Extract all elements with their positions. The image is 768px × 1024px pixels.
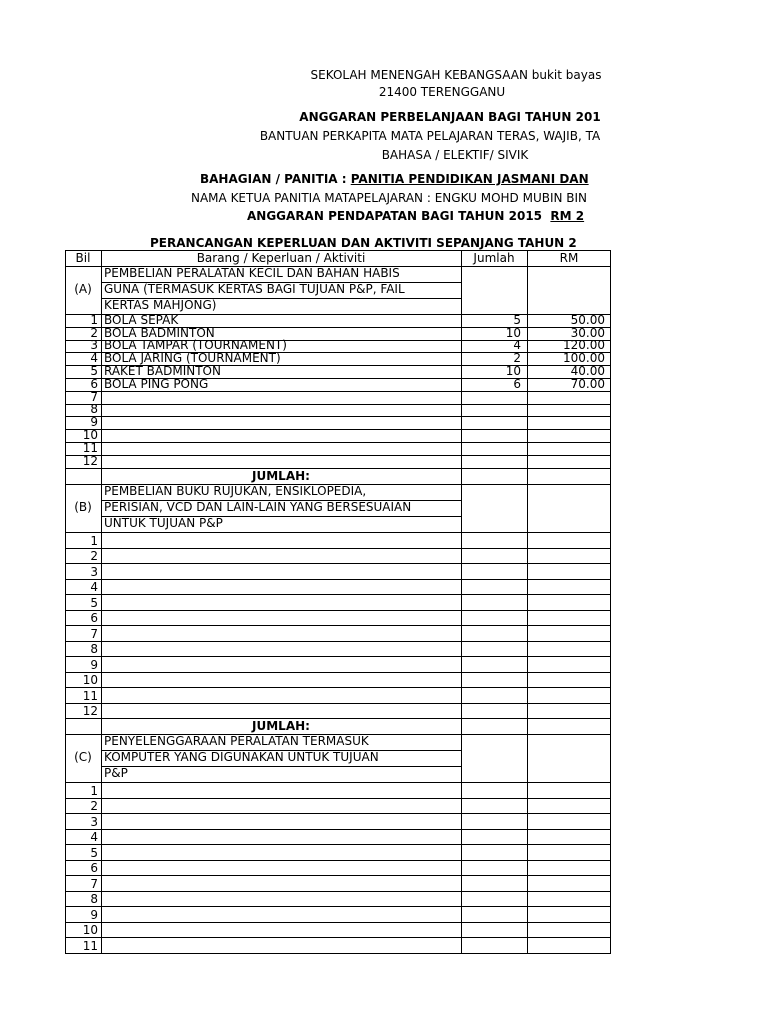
row-quantity: 2: [513, 351, 521, 366]
table-vline: [527, 250, 528, 953]
row-number: 5: [90, 364, 98, 378]
table-hline: [65, 548, 611, 549]
row-number: 4: [90, 830, 98, 844]
table-hline: [65, 829, 611, 830]
section-description-line: PENYELENGGARAAN PERALATAN TERMASUK: [104, 734, 369, 748]
budget-title: ANGGARAN PERBELANJAAN BAGI TAHUN 201: [299, 110, 601, 124]
row-item: BOLA PING PONG: [104, 376, 209, 391]
row-number: 8: [90, 402, 98, 417]
income-label: ANGGARAN PENDAPATAN BAGI TAHUN 2015: [247, 209, 543, 223]
table-hline: [65, 798, 611, 799]
table-hline: [65, 922, 611, 923]
section-label: (C): [74, 750, 92, 764]
income-line: [247, 209, 584, 223]
table-hline: [65, 416, 611, 417]
section-label: (B): [74, 500, 92, 514]
school-address: 21400 TERENGGANU: [378, 85, 506, 99]
row-number: 4: [90, 580, 98, 594]
table-hline: [65, 672, 611, 673]
row-amount: 120.00: [563, 338, 605, 353]
planning-title: PERANCANGAN KEPERLUAN DAN AKTIVITI SEPANJANG TAHUN 2: [150, 236, 577, 250]
section-description-line: KERTAS MAHJONG): [104, 298, 217, 312]
row-number: 3: [90, 814, 98, 829]
row-number: 12: [82, 704, 98, 718]
section-description-line: PERISIAN, VCD DAN LAIN-LAIN YANG BERSESUAIAN: [104, 500, 412, 514]
table-hline: [65, 906, 611, 907]
row-number: 12: [82, 453, 98, 468]
row-number: 10: [82, 428, 98, 442]
table-vline: [610, 250, 611, 953]
row-number: 10: [82, 673, 98, 687]
section-label: (A): [74, 282, 92, 296]
row-quantity: 4: [513, 338, 521, 353]
row-number: 3: [90, 338, 98, 353]
row-number: 2: [90, 799, 98, 813]
row-number: 9: [90, 907, 98, 922]
table-hline: [65, 656, 611, 657]
budget-table: [65, 250, 611, 955]
school-name: SEKOLAH MENENGAH KEBANGSAAN bukit bayas: [310, 68, 602, 82]
row-amount: 70.00: [570, 376, 605, 391]
row-number: 5: [90, 845, 98, 860]
section-description-line: GUNA (TERMASUK KERTAS BAGI TUJUAN P&P, FAIL: [104, 282, 405, 296]
row-amount: 50.00: [570, 312, 605, 327]
table-hline: [65, 687, 611, 688]
table-hline: [65, 844, 611, 845]
table-hline: [65, 641, 611, 642]
row-number: 8: [90, 642, 98, 656]
row-number: 6: [90, 611, 98, 625]
section-description-line: PEMBELIAN PERALATAN KECIL DAN BAHAN HABIS: [104, 266, 400, 280]
row-amount: 40.00: [570, 364, 605, 378]
section-description-line: PEMBELIAN BUKU RUJUKAN, ENSIKLOPEDIA,: [104, 484, 367, 498]
section-description-line: P&P: [104, 766, 128, 780]
table-hline: [65, 891, 611, 892]
row-number: 2: [90, 549, 98, 563]
committee-head: NAMA KETUA PANITIA MATAPELAJARAN : ENGKU MOHD MUBIN BIN: [191, 191, 588, 205]
table-hline: [65, 782, 611, 783]
row-number: 1: [90, 312, 98, 327]
table-hline: [65, 429, 611, 430]
row-number: 9: [90, 657, 98, 672]
row-amount: 30.00: [570, 325, 605, 340]
row-item: BOLA BADMINTON: [104, 325, 215, 340]
table-hline: [65, 953, 611, 954]
table-hline: [65, 455, 611, 456]
column-header-rm: RM: [559, 251, 579, 265]
income-value: RM 2: [550, 209, 585, 223]
row-quantity: 6: [513, 376, 521, 391]
row-number: 8: [90, 892, 98, 906]
table-hline: [65, 875, 611, 876]
column-header-item: Barang / Keperluan / Aktiviti: [196, 251, 366, 265]
column-header-bil: Bil: [75, 251, 91, 265]
row-number: 11: [82, 688, 98, 703]
table-hline: [65, 860, 611, 861]
row-number: 1: [90, 533, 98, 548]
table-hline: [65, 610, 611, 611]
table-hline: [65, 532, 611, 533]
row-number: 7: [90, 389, 98, 404]
row-number: 1: [90, 783, 98, 798]
table-hline: [65, 703, 611, 704]
total-label: JUMLAH:: [252, 469, 310, 483]
table-hline: [65, 813, 611, 814]
total-label: JUMLAH:: [252, 719, 310, 733]
column-header-jumlah: Jumlah: [473, 251, 515, 265]
row-number: 6: [90, 376, 98, 391]
table-hline: [65, 404, 611, 405]
section-line: [200, 172, 589, 186]
row-number: 9: [90, 415, 98, 430]
row-quantity: 5: [513, 312, 521, 327]
row-item: RAKET BADMINTON: [104, 364, 221, 378]
row-number: 7: [90, 626, 98, 641]
table-hline: [65, 563, 611, 564]
section-description-line: UNTUK TUJUAN P&P: [104, 516, 223, 530]
table-hline: [65, 594, 611, 595]
row-item: BOLA TAMPAR (TOURNAMENT): [104, 338, 287, 353]
row-number: 11: [82, 440, 98, 455]
row-quantity: 10: [505, 325, 521, 340]
row-number: 10: [82, 923, 98, 937]
row-number: 4: [90, 351, 98, 366]
table-vline: [101, 250, 102, 953]
section-label: BAHAGIAN / PANITIA :: [200, 172, 351, 186]
table-hline: [65, 937, 611, 938]
table-hline: [65, 625, 611, 626]
table-vline: [461, 250, 462, 953]
row-number: 5: [90, 595, 98, 610]
row-quantity: 10: [505, 364, 521, 378]
table-hline: [65, 579, 611, 580]
subsidy-line: BANTUAN PERKAPITA MATA PELAJARAN TERAS, WAJIB, TA: [259, 129, 601, 143]
row-item: BOLA JARING (TOURNAMENT): [104, 351, 281, 366]
row-number: 7: [90, 876, 98, 891]
table-hline: [65, 391, 611, 392]
subjects-line: BAHASA / ELEKTIF/ SIVIK: [381, 148, 529, 162]
table-vline: [65, 250, 66, 953]
row-number: 3: [90, 564, 98, 579]
row-number: 11: [82, 938, 98, 953]
row-number: 6: [90, 861, 98, 875]
section-value: PANITIA PENDIDIKAN JASMANI DAN: [350, 172, 589, 186]
section-description-line: KOMPUTER YANG DIGUNAKAN UNTUK TUJUAN: [104, 750, 379, 764]
table-hline: [65, 442, 611, 443]
row-item: BOLA SEPAK: [104, 312, 179, 327]
row-number: 2: [90, 325, 98, 340]
row-amount: 100.00: [563, 351, 605, 366]
